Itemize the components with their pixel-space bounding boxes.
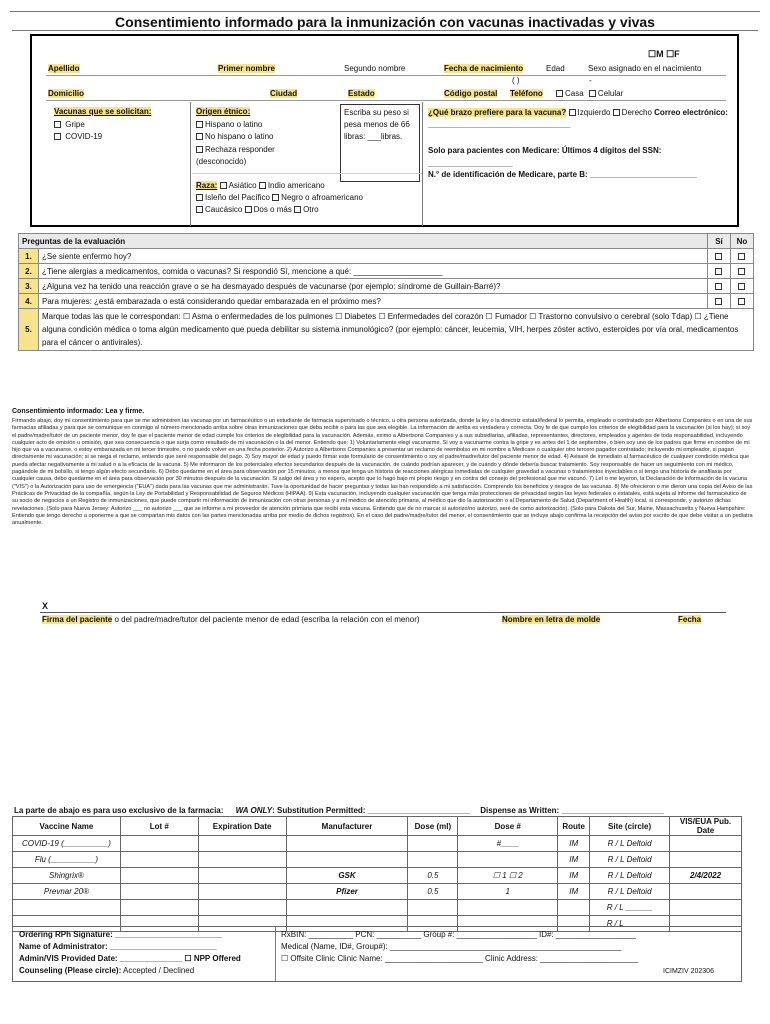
form-title: Consentimiento informado para la inmunización con vacunas inactivadas y vivas xyxy=(115,14,655,30)
question-text: ¿Se siente enfermo hoy? xyxy=(39,249,708,264)
pharmacy-header xyxy=(14,806,664,815)
no-checkbox[interactable] xyxy=(731,249,754,264)
col-route: Route xyxy=(558,817,590,836)
peso-box[interactable]: Escriba su peso si pesa menos de 66 libras: ___libras. xyxy=(340,104,420,182)
pharmacy-cell[interactable]: Prevnar 20® xyxy=(13,884,121,900)
hispano-label: Hispano o latino xyxy=(205,120,263,129)
pharmacy-cell[interactable]: R / L Deltoid xyxy=(590,836,670,852)
label-telefono: Teléfono xyxy=(510,89,543,98)
consent-body: Firmando abajo, doy mi consentimiento para que se me administren las vacunas por un farmacéutico o un estudiante de farmacia supervisado o técnico, u otra persona autorizada, donde la ley o la directriz estatal/federal lo permita, empleado o contratado por Albertsons Companies o en una de sus farmacias afiliadas y para que se comunique en conmigo al número mencionado arriba sobre otras inmunizaciones que deba recibir o para las que sea elegible. La información de arriba es verdadera y correcta. Doy fe de que cumplo los criterios de elegibilidad para la vacunación (si los hay); si soy el padre/madre/tutor de un paciente menor, doy fe que el paciente menor de edad cumple los criterios de elegibilidad para la vacunación. Además, eximo a Albertsons Companies y a sus subsidiarias, afiliadas, representantes, directores, empleados y agentes de toda responsabilidad, incluyendo cualquier acto de omisión u omisión, que sea consecuencia o que surja como resultado de mi vacunación o la del menor. Entiendo que: 1) Voluntariamente elegí vacunarme. Si voy a vacunarme contra la gripe y es antes del 1 de septiembre, o bien soy uno de los padres que firme en nombre de mi hijo que va a vacunarse, o estoy embarazada en mi tercer trimestre, o no puedo volver en una fecha posterior. 2) Autorizo a Albertsons Companies a presentar un reclamo de reembolso en mi nombre a Medicare o cualquier otro tercero pagador contratado; incluyendo mi empleador, si pagan directamente mi vacunación; si se niega el reclamo, entiendo que seré responsable del pago. 3) Soy mayor de edad y puedo firmar este formulario de consentimiento o soy el padre/madre/tutor del paciente menor de edad. 4) Avisaré de inmediato al farmacéutico de cualquier condición médica que pueda afectar negativamente a mi salud o a la eficacia de la vacuna. 5) Me informaron de los potenciales efectos secundarios después de la vacunación, de cuándo podrían aparecer, y de cuándo y dónde debería buscar tratamiento. Soy responsable de hacer un seguimiento con mi médico, pagándole de mi bolsillo, si tengo algún efecto secundario. 6) Debo quedarme en el área para observación por 15 minutos, a menos que tenga un historia de reacciones alérgicas inmediatas de cualquier gravedad a vacunas o tratamientos inyectables o si tengo una historia de anafilaxia por cualquier causa, debo quedarme en el área para observación por 30 minutos después de la vacunación. Si salgo del área y no espero, acepto que lo hago bajo mi propio riesgo y en contra del consejo del profesional que me vacunó. 7) Leí o me leyeron, la Declaración de información de la vacuna ("VIS") o la Autorización para uso de emergencia ("EUA") dada para las vacunas que me administrarán. Tuve la oportunidad de hacer preguntas y todas las han respondido a mi satisfacción. Comprendo los beneficios y riesgos de las vacunas. 8) Me ofrecieron o me dieron una copia del Aviso de las Prácticas de Privacidad de la compañía, según la Ley de Portabilidad y Responsabilidad de Seguros Médicos (HIPAA). 9) Esta vacunación, incluyendo cualquier vacunación que tenga más protecciones de privacidad según las leyes federales o estatales, está sujeta al informe del farmacéutico de su socio de negocios a un Registro de inmunizaciones, que puede compartir mi información de inmunización con otras personas y a mi médico de atención primaria, al médico que dio la autorización o al Departamento de Salud (Department of Health) local, si corresponde, y autorizo dichas revelaciones. (Solo para Nueva Jersey: Autorizo ___ no autorizo ___ que se informe a mi proveedor de atención primaria que recibí esta vacuna. Entiendo que de no marcar si autorizo/no autorizo, seré de como autorización). (Solo para Dakota del Sur, Maine, Massachusetts y Nueva Hampshire: Entiendo que tengo derecho a oponerme a que se compartan mis datos con las partes mencionadas arriba por medio de dichos registros). En el caso del padre/madre/tutor del menor, el consentimiento que se incluye abajo confirma la recepción del aviso por escrito de que debe visitar a un pediatra anualmente. xyxy=(12,418,753,527)
label-edad: Edad xyxy=(546,64,565,73)
dos-o-mas-label: Dos o más xyxy=(253,205,292,214)
label-segundo-nombre: Segundo nombre xyxy=(344,64,406,73)
label-codigo-postal: Código postal xyxy=(444,89,498,98)
pharmacy-cell[interactable] xyxy=(286,900,408,916)
substitution-permitted[interactable]: : Substitution Permitted: _______________________ xyxy=(272,806,470,815)
origen-title: Origen étnico: xyxy=(196,107,251,116)
pharmacy-cell[interactable] xyxy=(198,884,286,900)
pharmacy-cell[interactable]: 0.5 xyxy=(408,884,458,900)
pharmacy-cell[interactable]: R / L Deltoid xyxy=(590,884,670,900)
pharmacy-cell[interactable]: R / L Deltoid xyxy=(590,852,670,868)
derecho-checkbox[interactable] xyxy=(613,109,620,116)
question-text: ¿Tiene alergias a medicamentos, comida o vacunas? Si respondió Sí, mencione a qué: ____________________ xyxy=(39,264,708,279)
no-checkbox[interactable] xyxy=(731,279,754,294)
celular-checkbox[interactable] xyxy=(589,90,596,97)
rxbin-field[interactable]: RxBIN: __________ PCN: __________ Group #: __________________ ID#: __________________ xyxy=(281,930,636,939)
pharmacy-cell[interactable] xyxy=(120,884,198,900)
celular-label: Celular xyxy=(597,89,624,98)
title-rule xyxy=(12,30,758,31)
negro-checkbox[interactable] xyxy=(272,194,279,201)
pharmacy-cell[interactable] xyxy=(120,852,198,868)
pharmacy-cell[interactable] xyxy=(198,900,286,916)
firma-label: Firma del paciente xyxy=(42,615,113,624)
rph-signature[interactable]: Ordering RPh Signature: ________________________ xyxy=(19,930,222,939)
raza-title: Raza: xyxy=(196,181,218,190)
sex-checkboxes[interactable]: ☐M ☐F xyxy=(648,49,680,59)
col-dose-ml: Dose (ml) xyxy=(408,817,458,836)
caucasico-checkbox[interactable] xyxy=(196,206,203,213)
casa-checkbox[interactable] xyxy=(556,90,563,97)
edad-paren: ( ) xyxy=(512,76,520,85)
label-sexo: Sexo asignado en el nacimiento xyxy=(588,64,702,73)
pharmacy-cell[interactable]: 1 xyxy=(458,884,558,900)
label-ciudad: Ciudad xyxy=(270,89,298,98)
gripe-label: Gripe xyxy=(65,120,85,129)
question-number: 5. xyxy=(19,309,39,351)
pharmacy-row xyxy=(13,884,742,900)
pharmacy-cell[interactable]: COVID-19 (__________) xyxy=(13,836,121,852)
counseling-value: Accepted / Declined xyxy=(121,966,195,975)
counseling-label: Counseling (Please circle): xyxy=(19,966,122,975)
pharmacy-cell[interactable] xyxy=(198,836,286,852)
signature-labels xyxy=(42,615,742,624)
vacuna-gripe[interactable] xyxy=(54,120,85,129)
dos-o-mas-checkbox[interactable] xyxy=(245,206,252,213)
pharmacy-cell[interactable] xyxy=(458,900,558,916)
screening-table xyxy=(18,233,754,351)
question-row xyxy=(19,294,754,309)
col-expiration: Expiration Date xyxy=(198,817,286,836)
pharmacy-cell[interactable] xyxy=(120,868,198,884)
col-divider-1 xyxy=(190,102,191,226)
casa-label: Casa xyxy=(565,89,584,98)
col-manufacturer: Manufacturer xyxy=(286,817,408,836)
brazo-field xyxy=(428,107,728,131)
brazo-question: ¿Qué brazo prefiere para la vacuna? xyxy=(428,108,567,117)
otro-label: Otro xyxy=(303,205,319,214)
pharmacy-cell[interactable]: Pfizer xyxy=(286,884,408,900)
question-number: 3. xyxy=(19,279,39,294)
label-domicilio: Domicilio xyxy=(48,89,85,98)
label-apellido: Apellido xyxy=(48,64,80,73)
label-primer-nombre: Primer nombre xyxy=(218,64,275,73)
indio-label: Indio americano xyxy=(267,181,325,190)
question-number: 1. xyxy=(19,249,39,264)
no-hispano-checkbox[interactable] xyxy=(196,133,203,140)
administrator-name[interactable]: Name of Administrator: ________________________ xyxy=(19,942,217,951)
pharmacy-cell[interactable]: 2/4/2022 xyxy=(670,868,742,884)
pharmacy-cell[interactable]: IM xyxy=(558,852,590,868)
question-row xyxy=(19,309,754,351)
pharmacy-cell[interactable] xyxy=(286,836,408,852)
signature-x: X xyxy=(42,601,49,611)
medical-field[interactable]: Medical (Name, ID#, Group#): ____________________________________________________ xyxy=(281,942,622,951)
no-hispano-label: No hispano o latino xyxy=(205,132,274,141)
origen-hispano[interactable] xyxy=(196,120,262,129)
question-text: Marque todas las que le correspondan: ☐ Asma o enfermedades de los pulmones ☐ Diabetes ☐ Enfermedades del corazón ☐ Fumador ☐ Trastorno convulsivo o cerebral (solo Tdap) ☐ ¿Tiene alguna condición médica o toma algún medicamento que pueda debilitar su sistema inmunológico? (por ejemplo: cáncer, leucemia, VIH, herpes zóster activo, esteroides por vía oral, medicamentos para el cáncer o antivirales). xyxy=(39,309,754,351)
pharmacy-cell[interactable]: ☐ 1 ☐ 2 xyxy=(458,868,558,884)
question-text: Para mujeres: ¿está embarazada o está considerando quedar embarazada en el próximo mes? xyxy=(39,294,708,309)
pharmacy-cell[interactable]: R / L ______ xyxy=(590,916,670,932)
pharmacy-cell[interactable] xyxy=(13,900,121,916)
pharmacy-cell[interactable]: 0.5 xyxy=(408,868,458,884)
firma-rest: o del padre/madre/tutor del paciente menor de edad (escriba la relación con el menor) xyxy=(112,615,420,624)
vacunas-title: Vacunas que se solicitan: xyxy=(54,107,152,116)
col-vis: VIS/EUA Pub. Date xyxy=(670,817,742,836)
no-header: No xyxy=(731,234,754,249)
pharmacy-cell[interactable] xyxy=(120,836,198,852)
question-row xyxy=(19,264,754,279)
col-dose-num: Dose # xyxy=(458,817,558,836)
otro-checkbox[interactable] xyxy=(294,206,301,213)
pharmacy-cell[interactable] xyxy=(458,852,558,868)
col-site: Site (circle) xyxy=(590,817,670,836)
nombre-label: Nombre en letra de molde xyxy=(502,615,601,624)
top-rule xyxy=(10,11,760,12)
si-checkbox[interactable] xyxy=(708,249,731,264)
label-estado: Estado xyxy=(348,89,375,98)
pharmacy-cell[interactable]: GSK xyxy=(286,868,408,884)
footer-box xyxy=(12,926,742,982)
pharmacy-cell[interactable]: #____ xyxy=(458,836,558,852)
pharmacy-cell[interactable] xyxy=(670,852,742,868)
question-number: 2. xyxy=(19,264,39,279)
pharmacy-cell[interactable]: IM xyxy=(558,868,590,884)
pharmacy-cell[interactable] xyxy=(670,884,742,900)
raza-field xyxy=(196,180,363,216)
offsite-clinic[interactable]: ☐ Offsite Clinic Clinic Name: ______________________ Clinic Address: ______________________ xyxy=(281,954,639,963)
screening-header-row xyxy=(19,234,754,249)
pharmacy-cell[interactable] xyxy=(198,868,286,884)
raza-line xyxy=(192,173,422,174)
covid-label: COVID-19 xyxy=(65,132,103,141)
col-divider-2 xyxy=(422,102,423,226)
isleno-checkbox[interactable] xyxy=(196,194,203,201)
vacuna-covid[interactable] xyxy=(54,132,102,141)
wa-only: WA ONLY xyxy=(235,806,273,815)
izquierdo-checkbox[interactable] xyxy=(569,109,576,116)
asiatico-checkbox[interactable] xyxy=(220,182,227,189)
no-checkbox[interactable] xyxy=(731,264,754,279)
pharmacy-row xyxy=(13,836,742,852)
patient-info-box xyxy=(30,34,739,227)
question-number: 4. xyxy=(19,294,39,309)
pharmacy-header-label: La parte de abajo es para uso exclusivo de la farmacia: xyxy=(14,806,224,815)
derecho-label: Derecho xyxy=(621,108,652,117)
phone-type xyxy=(556,89,623,98)
izquierdo-label: Izquierdo xyxy=(577,108,611,117)
pharmacy-cell[interactable] xyxy=(120,900,198,916)
pharmacy-cell[interactable]: Shingrix® xyxy=(13,868,121,884)
si-checkbox[interactable] xyxy=(708,264,731,279)
col-lot: Lot # xyxy=(120,817,198,836)
no-checkbox[interactable] xyxy=(731,294,754,309)
sexo-dash: - xyxy=(589,76,592,85)
pharmacy-cell[interactable]: Flu (__________) xyxy=(13,852,121,868)
caucasico-label: Caucásico xyxy=(205,205,243,214)
rechaza-checkbox[interactable] xyxy=(196,146,203,153)
consent-title: Consentimiento informado: Lea y firme. xyxy=(12,408,145,415)
isleno-label: Isleño del Pacífico xyxy=(205,193,270,202)
pharmacy-cell[interactable]: R / L ______ xyxy=(590,900,670,916)
question-row xyxy=(19,249,754,264)
pharmacy-cell[interactable]: IM xyxy=(558,884,590,900)
pharmacy-cell[interactable] xyxy=(670,900,742,916)
row1-line xyxy=(46,75,726,76)
question-row xyxy=(19,279,754,294)
medicare-ssn[interactable]: Solo para pacientes con Medicare: Últimos 4 dígitos del SSN: ___________________ xyxy=(428,146,662,168)
pharmacy-table xyxy=(12,816,742,932)
fecha-label: Fecha xyxy=(678,615,702,624)
origen-no-hispano[interactable] xyxy=(196,132,274,141)
form-code: ICIMZIV 202306 xyxy=(663,968,714,975)
pharmacy-row xyxy=(13,852,742,868)
origen-rechaza[interactable] xyxy=(196,144,306,168)
pharmacy-row xyxy=(13,868,742,884)
dispense-as-written[interactable]: Dispense as Written: _______________________ xyxy=(480,806,664,815)
negro-label: Negro o afroamericano xyxy=(281,193,363,202)
col-vaccine-name: Vaccine Name xyxy=(13,817,121,836)
footer-divider xyxy=(275,927,276,981)
pharmacy-cell[interactable]: R / L Deltoid xyxy=(590,868,670,884)
rechaza-label: Rechaza responder (desconocido) xyxy=(196,145,275,166)
screening-header: Preguntas de la evaluación xyxy=(19,234,708,249)
label-fecha-nacimiento: Fecha de nacimiento xyxy=(444,64,524,73)
asiatico-label: Asiático xyxy=(228,181,257,190)
pharmacy-header-row xyxy=(13,817,742,836)
pharmacy-cell[interactable]: IM xyxy=(558,836,590,852)
si-header: Sí xyxy=(708,234,731,249)
si-checkbox[interactable] xyxy=(708,279,731,294)
covid-checkbox[interactable] xyxy=(54,133,61,140)
si-checkbox[interactable] xyxy=(708,294,731,309)
pharmacy-cell[interactable] xyxy=(408,852,458,868)
gripe-checkbox[interactable] xyxy=(54,121,61,128)
indio-checkbox[interactable] xyxy=(259,182,266,189)
pharmacy-cell[interactable] xyxy=(408,900,458,916)
medicare-id[interactable]: N.° de identificación de Medicare, parte B: ________________________ xyxy=(428,170,697,179)
signature-line[interactable] xyxy=(40,612,726,613)
counseling[interactable] xyxy=(19,966,194,975)
question-text: ¿Alguna vez ha tenido una reacción grave o se ha desmayado después de vacunarse (por ejemplo: síndrome de Guillain-Barré)? xyxy=(39,279,708,294)
pharmacy-cell[interactable] xyxy=(670,836,742,852)
row2-line xyxy=(46,100,726,101)
hispano-checkbox[interactable] xyxy=(196,121,203,128)
pharmacy-row xyxy=(13,900,742,916)
pharmacy-cell[interactable] xyxy=(408,836,458,852)
pharmacy-cell[interactable] xyxy=(286,852,408,868)
correo-field[interactable]: Correo electrónico: ________________________________ xyxy=(428,108,728,129)
vis-provided-date[interactable]: Admin/VIS Provided Date: ______________ ☐ NPP Offered xyxy=(19,954,241,963)
pharmacy-cell[interactable] xyxy=(198,852,286,868)
pharmacy-cell[interactable] xyxy=(558,900,590,916)
pharmacy-rows xyxy=(13,836,742,932)
